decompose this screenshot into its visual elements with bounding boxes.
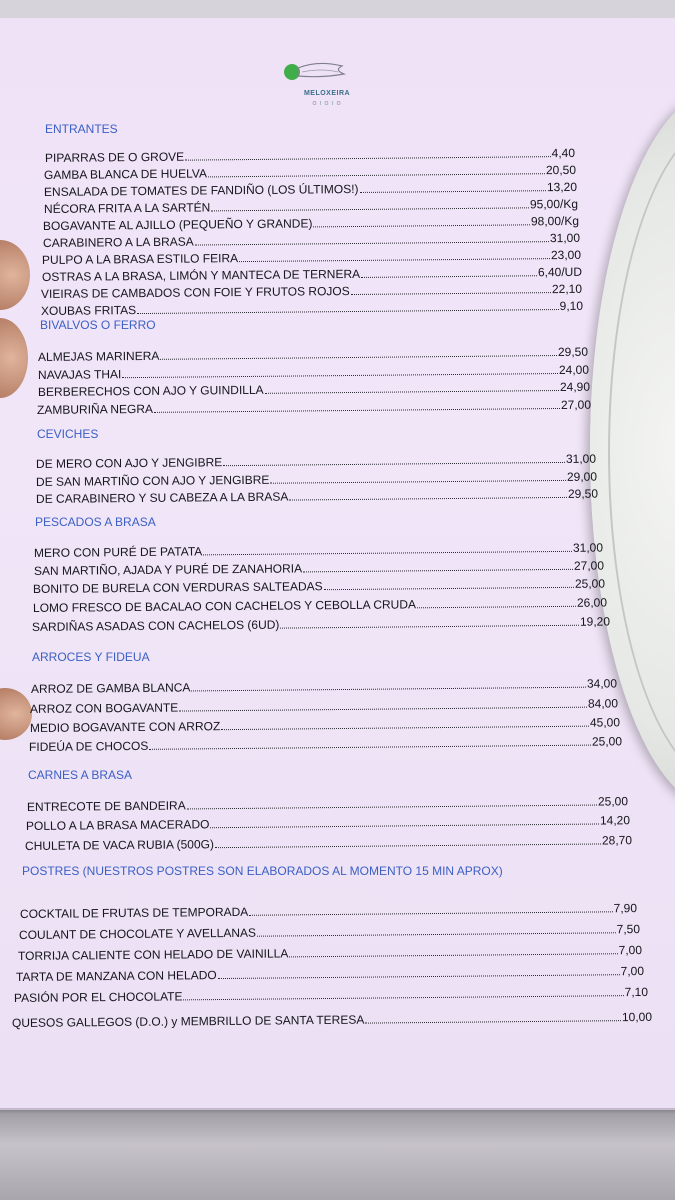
menu-item-price: 24,00 [558, 362, 590, 377]
menu-item-name: SARDIÑAS ASADAS CON CACHELOS (6UD) [31, 617, 280, 634]
menu-item-price: 7,00 [620, 963, 645, 979]
menu-item-price: 31,00 [572, 540, 604, 555]
dot-leader [185, 156, 550, 161]
dot-leader [280, 625, 579, 629]
menu-item-name: BERBERECHOS CON AJO Y GUINDILLA [37, 382, 264, 399]
menu-item-name: ENTRECOTE DE BANDEIRA [26, 798, 186, 814]
dot-leader [179, 707, 587, 712]
menu-item-price: 10,00 [621, 1009, 653, 1025]
menu-item-price: 7,50 [616, 922, 641, 937]
menu-item-name: LOMO FRESCO DE BACALAO CON CACHELOS Y CEBOLLA CRUDA [32, 597, 417, 615]
menu-item-price: 20,50 [545, 162, 577, 178]
menu-item-price: 29,50 [567, 486, 599, 501]
menu-item-name: CARABINERO A LA BRASA [42, 234, 194, 250]
tablecloth-edge [0, 1108, 675, 1200]
menu-item-name: DE MERO CON AJO Y JENGIBRE [35, 455, 223, 471]
menu-item-name: ARROZ CON BOGAVANTE [29, 700, 179, 716]
menu-item-name: FIDEÚA DE CHOCOS [28, 738, 149, 754]
dot-leader [289, 497, 567, 501]
menu-item-name: TORRIJA CALIENTE CON HELADO DE VAINILLA [17, 946, 289, 963]
dot-leader [351, 292, 551, 295]
section-title: PESCADOS A BRASA [35, 515, 156, 529]
dot-leader [239, 258, 550, 262]
dot-leader [154, 408, 560, 413]
dot-leader [270, 480, 566, 484]
menu-item-price: 25,00 [574, 576, 606, 591]
dot-leader [303, 569, 573, 573]
menu-item-price: 23,00 [550, 247, 582, 263]
dot-leader [208, 173, 545, 177]
menu-item-price: 28,70 [601, 833, 633, 848]
menu-item-price: 7,10 [624, 984, 649, 1000]
menu-item-price: 27,00 [560, 397, 592, 412]
menu-item-price: 6,40/UD [537, 264, 583, 280]
menu-item-price: 31,00 [549, 230, 581, 246]
menu-item-price: 95,00/Kg [529, 196, 579, 212]
menu-item-name: BONITO DE BURELA CON VERDURAS SALTEADAS [32, 579, 323, 596]
menu-item-name: MEDIO BOGAVANTE CON ARROZ [29, 719, 221, 735]
section-title: POSTRES (NUESTROS POSTRES SON ELABORADOS AL MOMENTO 15 MIN APROX) [22, 864, 503, 878]
section-title: CEVICHES [37, 427, 99, 441]
dot-leader [365, 1020, 621, 1023]
dot-leader [257, 932, 616, 936]
logo-subtitle: O I O I O [312, 101, 342, 107]
section-title: BIVALVOS O FERRO [40, 318, 156, 332]
menu-item-price: 26,00 [576, 595, 608, 610]
menu-item-name: ZAMBURIÑA NEGRA [36, 401, 154, 417]
menu-item-name: CHULETA DE VACA RUBIA (500G) [24, 837, 215, 853]
sheet-shadow [0, 1108, 675, 1114]
menu-item-name: ENSALADA DE TOMATES DE FANDIÑO (LOS ÚLTIMOS!) [43, 181, 359, 199]
menu-item-name: ALMEJAS MARINERA [37, 348, 160, 364]
dot-leader [324, 587, 574, 590]
menu-item-name: DE CARABINERO Y SU CABEZA A LA BRASA [35, 489, 289, 506]
dot-leader [137, 309, 558, 314]
logo-name: MELOXEIRA [303, 90, 351, 97]
dot-leader [149, 745, 591, 750]
menu-item-price: 7,90 [613, 901, 638, 916]
menu-item-name: MERO CON PURÉ DE PATATA [33, 544, 203, 560]
menu-item-name: OSTRAS A LA BRASA, LIMÓN Y MANTECA DE TERNERA [41, 266, 361, 284]
menu-item-price: 4,40 [551, 145, 576, 161]
section-title: CARNES A BRASA [28, 768, 133, 782]
menu-item-name: POLLO A LA BRASA MACERADO [25, 817, 210, 833]
dot-leader [223, 462, 565, 466]
menu-item-name: GAMBA BLANCA DE HUELVA [43, 166, 208, 182]
dot-leader [184, 995, 624, 1000]
dot-leader [191, 687, 586, 692]
dot-leader [361, 275, 537, 278]
dot-leader [249, 911, 612, 915]
menu-item-name: BOGAVANTE AL AJILLO (PEQUEÑO Y GRANDE) [42, 216, 313, 233]
menu-item-price: 25,00 [591, 734, 623, 749]
dot-leader [210, 823, 599, 828]
menu-item-price: 7,00 [618, 943, 643, 958]
menu-item-price: 29,50 [557, 344, 589, 360]
menu-item-name: COCKTAIL DE FRUTAS DE TEMPORADA [19, 904, 249, 921]
menu-item-price: 45,00 [589, 715, 621, 730]
menu-item-price: 22,10 [551, 281, 583, 297]
menu-item-name: QUESOS GALLEGOS (D.O.) y MEMBRILLO DE SANTA TERESA [11, 1012, 365, 1030]
dot-leader [122, 373, 558, 378]
dot-leader [187, 805, 597, 810]
dot-leader [195, 241, 549, 245]
dot-leader [221, 726, 589, 731]
dot-leader [218, 974, 620, 979]
menu-item-name: SAN MARTIÑO, AJADA Y PURÉ DE ZANAHORIA [33, 561, 303, 578]
menu-item-name: PIPARRAS DE O GROVE [44, 149, 185, 165]
menu-item-price: 34,00 [586, 676, 618, 691]
menu-item-name: COULANT DE CHOCOLATE Y AVELLANAS [18, 925, 257, 942]
section-title: ENTRANTES [45, 122, 118, 136]
menu-item-price: 14,20 [599, 813, 631, 828]
menu-item-price: 25,00 [597, 794, 629, 809]
menu-item-price: 24,90 [559, 379, 591, 394]
dot-leader [313, 224, 530, 227]
dot-leader [215, 843, 601, 848]
menu-item-name: VIEIRAS DE CAMBADOS CON FOIE Y FRUTOS ROJOS [40, 284, 350, 301]
menu-item-price: 9,10 [559, 298, 584, 314]
menu-item-name: NÉCORA FRITA A LA SARTÉN [43, 200, 211, 216]
menu-item-price: 13,20 [546, 179, 578, 195]
dot-leader [360, 190, 546, 193]
menu-item-price: 84,00 [587, 696, 619, 711]
menu-item-price: 27,00 [573, 558, 605, 573]
menu-item-name: PULPO A LA BRASA ESTILO FEIRA [41, 251, 239, 267]
dot-leader [265, 390, 559, 394]
menu-item-price: 98,00/Kg [530, 213, 580, 229]
dot-leader [160, 355, 557, 360]
menu-item-name: TARTA DE MANZANA CON HELADO [15, 968, 217, 984]
dot-leader [203, 551, 572, 556]
menu-item-price: 19,20 [579, 614, 611, 629]
section-title: ARROCES Y FIDEUA [32, 650, 150, 664]
menu-item-name: PASIÓN POR EL CHOCOLATE [13, 989, 183, 1005]
menu-item-price: 29,00 [566, 469, 598, 484]
menu-item-name: NAVAJAS THAI [37, 367, 122, 382]
menu-item-price: 31,00 [565, 451, 597, 466]
dot-leader [211, 207, 529, 211]
dot-leader [417, 606, 576, 609]
menu-item-name: ARROZ DE GAMBA BLANCA [30, 680, 191, 696]
dot-leader [289, 953, 617, 957]
menu-item-name: XOUBAS FRITAS [40, 303, 137, 318]
menu-item-name: DE SAN MARTIÑO CON AJO Y JENGIBRE [35, 472, 270, 489]
